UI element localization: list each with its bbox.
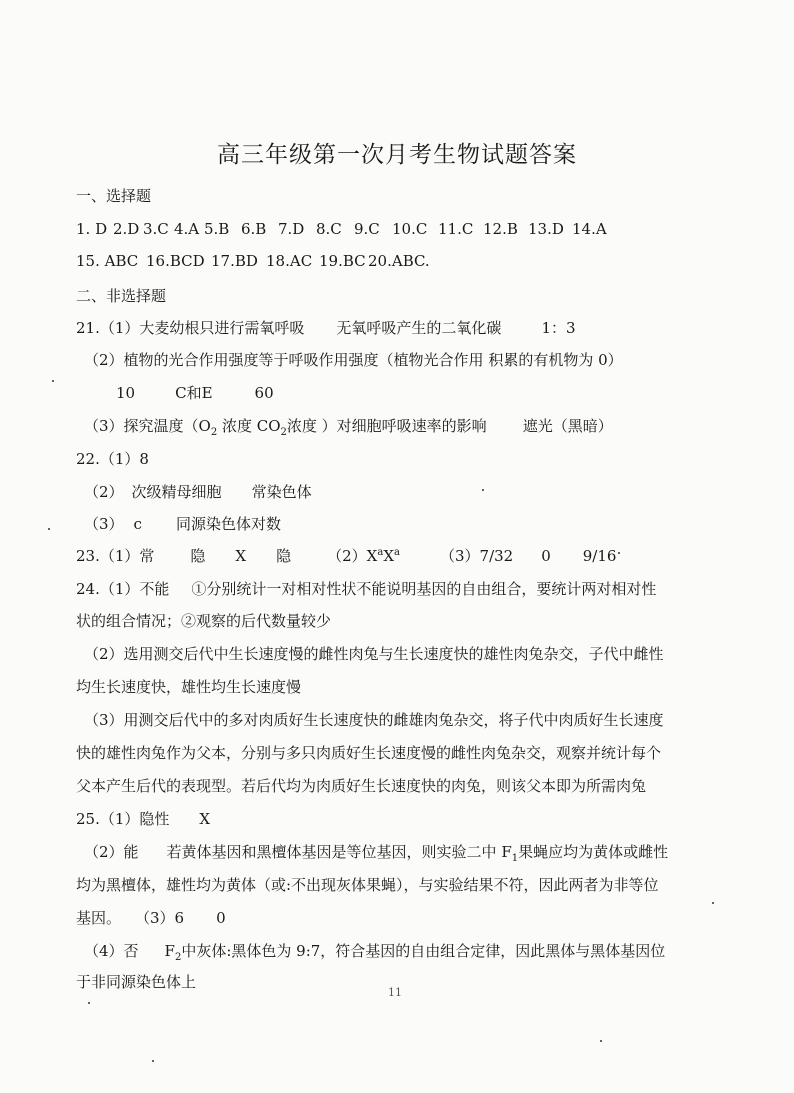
q25-line-2 [84,842,668,862]
q21-line-2: （2）植物的光合作用强度等于呼吸作用强度（植物光合作用 积累的有机物为 0） [84,351,623,369]
subscript: 2 [174,952,182,963]
answer-text: ①分别统计一对相对性状不能说明基因的自由组合，要统计两对相对性 [191,580,657,598]
q24-line-1 [76,579,656,599]
q25-line-4 [76,908,226,928]
question-number: 24.（1）不能 [76,580,170,598]
answer-text: 果蝇应均为黄体或雌性 [518,843,669,861]
answer-text: F [164,942,175,960]
answer-text: （3）探究温度（O [84,417,211,435]
subscript: 2 [210,427,218,438]
mc-answer: 6.B [241,220,267,238]
answer-text: 9/16 [582,547,617,565]
page-title: 高三年级第一次月考生物试题答案 [217,142,577,168]
answer-text: 若黄体基因和黑檀体基因是等位基因，则实验二中 F [166,843,512,861]
mc-answer: 13.D [528,220,564,238]
scan-speck [712,902,714,904]
subscript: 2 [280,427,287,438]
mc-answer: 3.C [143,220,169,238]
page-number: 11 [388,986,402,999]
answer-text: 0 [541,547,551,565]
answer-text: C和E [175,384,213,402]
answer-text: 次级精母细胞 [131,483,222,501]
answer-text: 60 [254,384,274,402]
mc-answer: 10.C [392,220,428,238]
superscript: a [377,547,384,558]
q22-line-2 [84,482,312,502]
answer-text: 基因。 [76,909,122,927]
scan-speck [482,489,484,491]
answer-text: 同源染色体对数 [175,515,281,533]
mc-answer: 1. D [76,220,108,238]
mc-answer: 16.BCD [146,252,205,270]
mc-answer: 18.AC [266,252,313,270]
question-number: （2）能 [84,843,139,861]
question-number: 25.（1）隐性 [76,810,170,828]
answer-text: 隐 [190,547,206,565]
q21-line-1 [76,318,576,338]
mc-answer: 4.A [174,220,200,238]
q22-line-1: 22.（1）8 [76,450,149,468]
answer-text: X [383,547,395,565]
mc-answer: 5.B [204,220,230,238]
answer-text: （3）7/32 [439,547,514,565]
mc-answer: 17.BD [211,252,258,270]
mc-answer: 12.B [483,220,518,238]
question-number: 23.（1）常 [76,547,155,565]
scan-speck [152,1060,154,1062]
q24-line-6: 快的雄性肉兔作为父本，分别与多只肉质好生长速度慢的雌性肉兔杂交，观察并统计每个 [76,744,662,762]
mc-answer: 14.A [572,220,607,238]
q21-line-4 [84,416,613,436]
answer-text: （3）6 [135,909,185,927]
question-number: （3） [84,515,124,533]
mc-answer: 20.ABC. [368,252,430,270]
answer-text: 0 [216,909,226,927]
mc-answer: 19.BC [319,252,366,270]
answer-text: 中灰体:黑体色为 9:7，符合基因的自由组合定律，因此黑体与黑体基因位 [181,942,666,960]
superscript: a [394,547,400,558]
q24-line-4: 均生长速度快，雄性均生长速度慢 [76,678,302,696]
question-number: （2） [84,483,124,501]
scan-speck [600,1040,602,1042]
answer-text: 大麦幼根只进行需氧呼吸 [139,319,305,337]
q24-line-5: （3）用测交后代中的多对肉质好生长速度快的雌雄肉兔杂交，将子代中肉质好生长速度 [84,711,664,729]
answer-text: 遮光（黑暗） [522,417,613,435]
q21-line-3 [116,383,274,403]
answer-text: 浓度 CO [217,417,281,435]
q24-line-2: 状的组合情况；②观察的后代数量较少 [76,612,332,630]
q25-line-1 [76,809,210,829]
q25-line-5 [84,941,665,961]
q22-line-3 [84,514,281,534]
mc-answer: 7.D [278,220,305,238]
question-number: 21.（1） [76,319,140,337]
answer-text: X [235,547,247,565]
answer-text: 10 [116,384,136,402]
section-heading-choice: 一、选择题 [76,187,152,205]
mc-answer: 2.D [113,220,140,238]
q24-line-3: （2）选用测交后代中生长速度慢的雌性肉兔与生长速度快的雄性肉兔杂交，子代中雌性 [84,645,664,663]
scan-speck [48,528,50,530]
answer-text: X [199,810,211,828]
scan-speck [618,552,620,554]
q24-line-7: 父本产生后代的表现型。若后代均为肉质好生长速度快的肉兔，则该父本即为所需肉兔 [76,777,647,795]
scan-speck [88,1002,90,1004]
mc-answer: 9.C [354,220,380,238]
subscript: 1 [511,853,519,864]
mc-answer: 15. ABC [76,252,139,270]
q25-line-6: 于非同源染色体上 [76,973,197,991]
answer-text: 常染色体 [251,483,312,501]
answer-text: c [133,515,142,533]
answer-text: 浓度 ）对细胞呼吸速率的影响 [286,417,487,435]
answer-text: 无氧呼吸产生的二氧化碳 [336,319,502,337]
q23-line [76,546,616,566]
answer-text: 隐 [276,547,292,565]
scan-speck [52,380,54,382]
q25-line-3: 均为黑檀体，雄性均为黄体（或:不出现灰体果蝇），与实验结果不符，因此两者为非等位 [76,876,659,894]
answer-text: （2）X [327,547,378,565]
mc-answer: 11.C [438,220,474,238]
mc-answer: 8.C [316,220,342,238]
question-number: （4）否 [84,942,139,960]
section-heading-nonchoice: 二、非选择题 [76,287,167,305]
answer-text: 1：3 [541,319,576,337]
